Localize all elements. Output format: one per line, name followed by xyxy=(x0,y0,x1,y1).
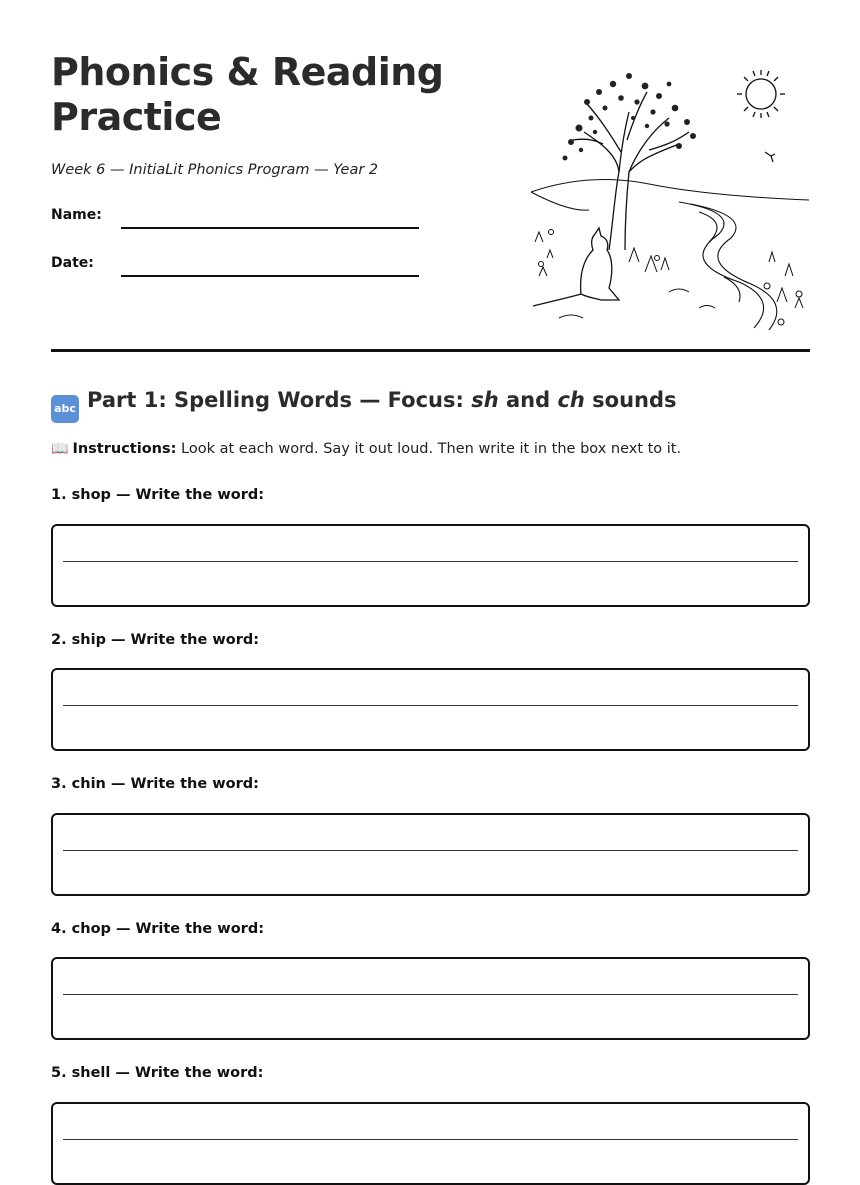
write-line xyxy=(63,1139,798,1140)
name-write-line[interactable] xyxy=(121,227,419,229)
item-label: 1. shop — Write the word: xyxy=(51,487,265,503)
item-label: 3. chin — Write the word: xyxy=(51,776,259,792)
title-line-1: Phonics & Reading xyxy=(51,50,444,94)
instructions-label: Instructions: xyxy=(72,441,177,457)
focus-ch: ch xyxy=(557,388,585,412)
focus-sh: sh xyxy=(471,388,499,412)
answer-box[interactable] xyxy=(51,813,810,896)
instructions-text: Look at each word. Say it out loud. Then write it in the box next to it. xyxy=(176,441,682,457)
header-divider xyxy=(51,349,810,352)
write-line xyxy=(63,561,798,562)
name-field[interactable] xyxy=(51,207,421,231)
page-title xyxy=(51,50,491,140)
answer-box[interactable] xyxy=(51,1102,810,1185)
part1-title-suffix: sounds xyxy=(584,388,677,412)
abc-icon: abc xyxy=(51,395,79,423)
date-label: Date: xyxy=(51,255,94,271)
part1-heading xyxy=(51,388,677,423)
worksheet-header xyxy=(51,0,810,352)
item-label: 4. chop — Write the word: xyxy=(51,921,264,937)
bushes-and-flowers xyxy=(535,230,803,326)
outback-landscape-illustration xyxy=(529,62,811,338)
river xyxy=(679,202,777,330)
answer-box[interactable] xyxy=(51,957,810,1040)
hills xyxy=(531,180,809,211)
write-line xyxy=(63,705,798,706)
write-line xyxy=(63,850,798,851)
answer-box[interactable] xyxy=(51,524,810,607)
item-label: 2. ship — Write the word: xyxy=(51,632,260,648)
name-label: Name: xyxy=(51,207,102,223)
date-field[interactable] xyxy=(51,255,421,279)
answer-box[interactable] xyxy=(51,668,810,751)
part1-title-prefix: Part 1: Spelling Words — Focus: xyxy=(87,388,472,412)
kangaroo-icon xyxy=(533,228,619,306)
tree-canopy xyxy=(563,73,697,161)
date-write-line[interactable] xyxy=(121,275,419,277)
item-label: 5. shell — Write the word: xyxy=(51,1065,264,1081)
write-line xyxy=(63,994,798,995)
sun-icon xyxy=(737,70,785,118)
worksheet-page xyxy=(51,0,810,1081)
bird-icon xyxy=(765,152,775,162)
page-subtitle: Week 6 — InitiaLit Phonics Program — Year 2 xyxy=(51,162,379,178)
open-book-icon: 📖 xyxy=(51,441,69,457)
title-line-2: Practice xyxy=(51,95,222,139)
part1-title-and: and xyxy=(498,388,558,412)
instructions xyxy=(51,441,681,457)
